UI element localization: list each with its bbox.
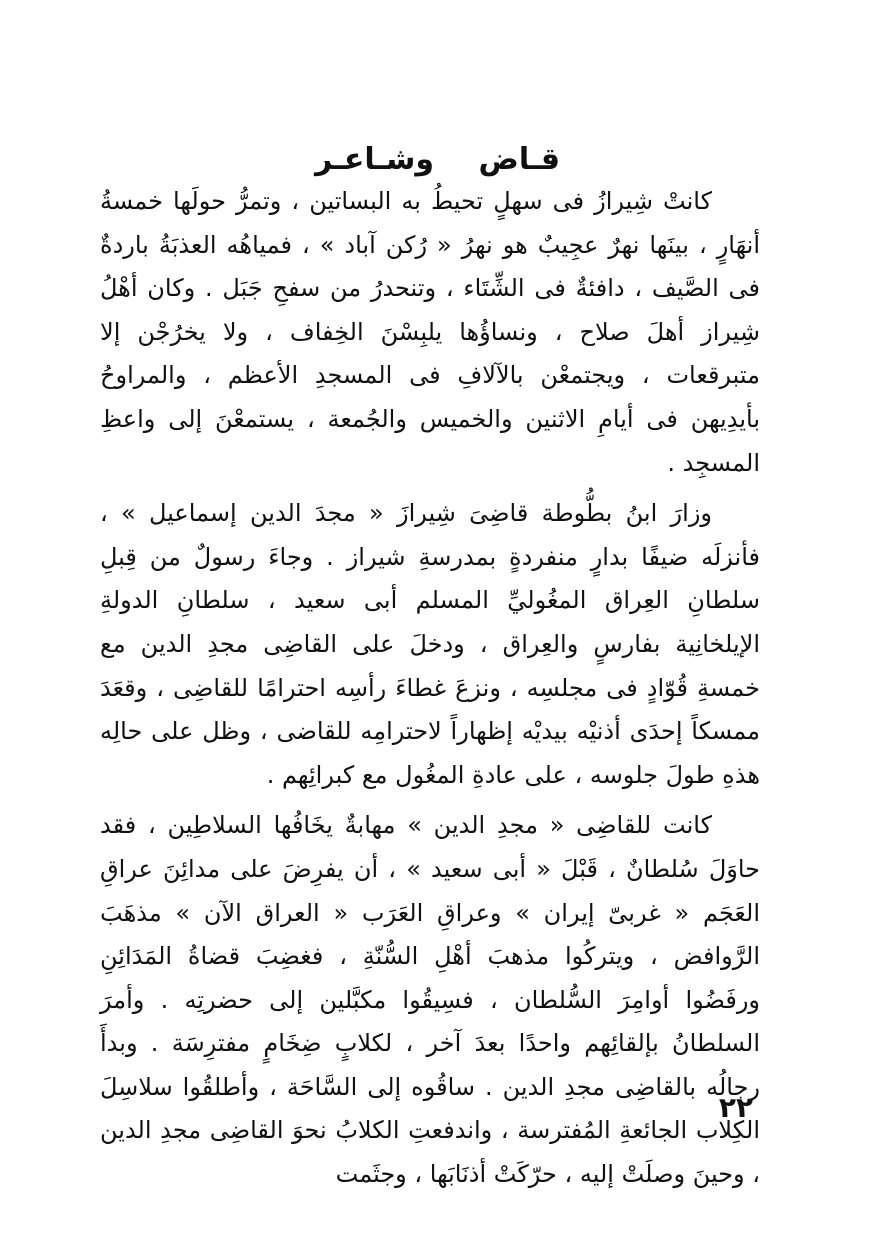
page-number: ٢٢ xyxy=(718,1091,754,1124)
paragraph-1: كانتْ شِيرازُ فى سهلٍ تحيطُ به البساتين ، وتمرُّ حولَها خمسةُ أنهَارٍ ، بينَها نهرٌ عجِيبٌ هو نهرُ « رُكن آباد » ، فمياهُه العذبَةُ باردةٌ فى الصَّيف ، دافئةٌ فى الشِّتَاء ، وتنحدرُ من سفحِ جَبَل . وكان أهْلُ شِيراز أهلَ صلاح ، ونساؤُها يلبِسْنَ الخِفاف ، ولا يخرُجْن إلا متبرقعات ، ويجتمعْن بالآلافِ فى المسجدِ الأعظم ، والمراوحُ بأيدِيهن فى أيامِ الاثنين والخميس والجُمعة ، يستمعْنَ إلى واعظِ المسجِد . xyxy=(100,187,760,477)
paragraph-3: كانت للقاضِى « مجدِ الدين » مهابةٌ يخَافُها السلاطِين ، فقد حاوَلَ سُلطانٌ ، قَبْلَ « أبى سعيد » ، أن يفرِضَ على مدائِنَ عراقِ العَجَم « غربىّ إيران » وعراقِ العَرَب « العراق الآن » مذهَبَ الرَّوافض ، ويتركُوا مذهبَ أهْلِ السُّنّةِ ، فغضِبَ قضاةُ المَدَائِنِ ورفَضُوا أوامِرَ السُّلطان ، فسِيقُوا مكبَّلين إلى حضرتِه . وأمرَ السلطانُ بإلقائِهم واحدًا بعدَ آخر ، لكلابٍ ضِخَامٍ مفترِسَة . وبدأَ رجالُه بالقاضِى مجدِ الدين . ساقُوه إلى السَّاحَة ، وأطلقُوا سلاسِلَ الكِلاب الجائعةِ المُفترسة ، واندفعتِ الكلابُ نحوَ القاضِى مجدِ الدين ، وحينَ وصلَتْ إليه ، حرّكَتْ أذنَابَها ، وجثَمت xyxy=(100,811,760,1189)
page-body xyxy=(100,180,760,1197)
paragraph-2: وزارَ ابنُ بطُّوطة قاضِىَ شِيرازَ « مجدَ الدين إسماعيل » ، فأنزلَه ضيفًا بدارٍ منفردةٍ بمدرسةِ شيراز . وجاءَ رسولٌ من قِبلِ سلطانِ العِراق المغُوليِّ المسلم أبى سعيد ، سلطانِ الدولةِ الإيلخانِية بفارسٍ والعِراق ، ودخلَ على القاضِى مجدِ الدين مع خمسةِ قُوّادٍ فى مجلسِه ، ونزعَ غطاءَ رأسِه احترامًا للقاضِى ، وقعَدَ ممسكاً إحدَى أذنيْه بيديْه إظهاراً لاحترامِه للقاضى ، وظل على حالِه هذهِ طولَ جلوسه ، على عادةِ المغُول مع كبرائِهم . xyxy=(100,499,760,789)
chapter-title: قـاض وشـاعـر xyxy=(314,142,561,177)
